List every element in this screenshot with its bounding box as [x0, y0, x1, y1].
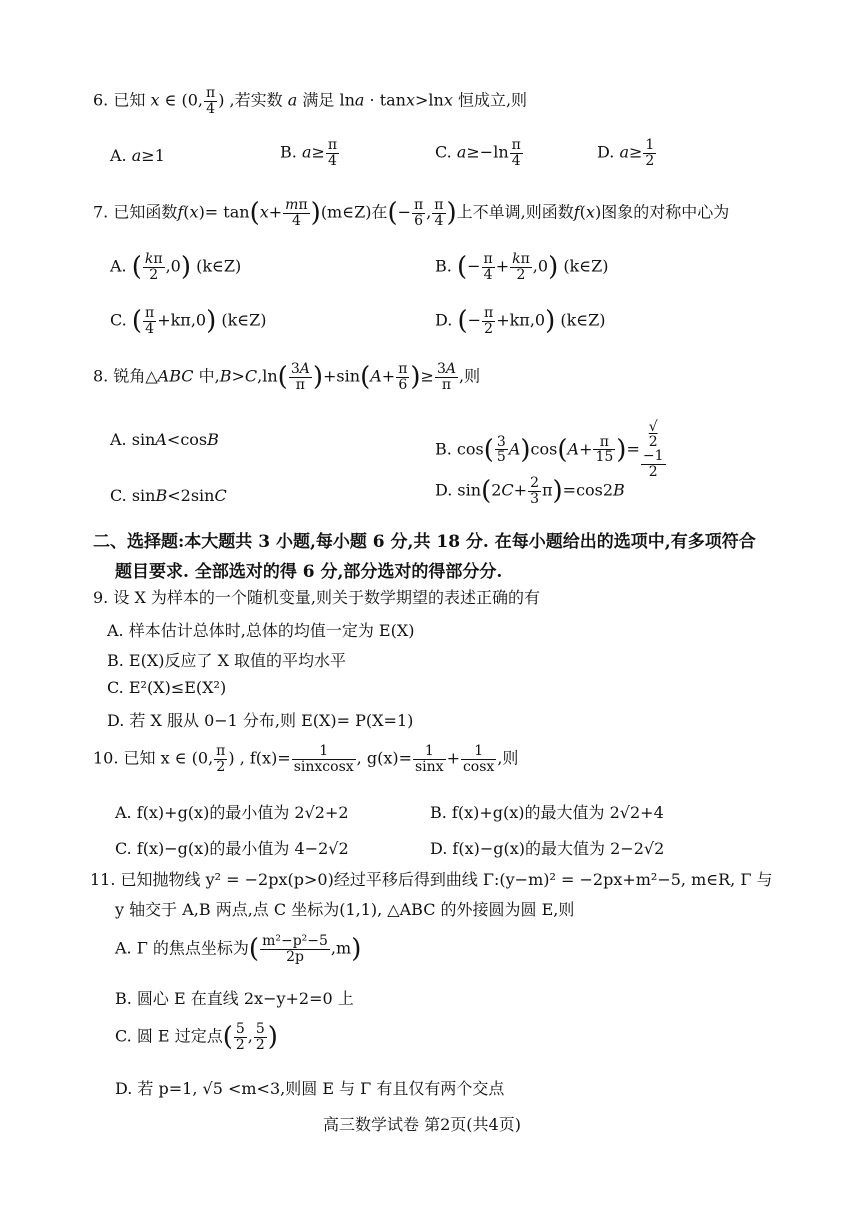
- q7-option-b: B. (− $\frac{\pi}{4}$ + $\frac{k\pi}{2}$ ,0) (k∈Z): [435, 251, 609, 283]
- q9-option-b: B. E(X)反应了 X 取值的平均水平: [107, 651, 347, 670]
- q9-option-d: D. 若 X 服从 0−1 分布,则 E(X)= P(X=1): [107, 711, 414, 730]
- q11-stem-line1: 11. 已知抛物线 y² = −2px(p>0)经过平移后得到曲线 Γ:(y−m)² = −2px+m²−5, m∈R, Γ 与: [90, 870, 773, 889]
- q8-option-a: A. sinA<cosB: [110, 430, 219, 449]
- page-footer: 高三数学试卷 第2页(共4页): [323, 1115, 521, 1134]
- q10-option-a: A. f(x)+g(x)的最小值为 2√2+2: [115, 803, 349, 822]
- q7-stem: 7. 已知函数f(x)= tan(x+ $\frac{m\pi}{4}$ )(m∈Z)在(− $\frac{\pi}{6}$ , $\frac{\pi}{4}$ )上不单调,则函数f(x)图象的对称中心为: [93, 197, 730, 229]
- q6-option-c: C. a≥−ln $\frac{\pi}{4}$: [435, 137, 521, 169]
- q8-option-b: B. cos( $\frac{3}{5}$ A)cos(A+ $\frac{\pi}{15}$ )= √ 2 −1 2: [435, 419, 664, 481]
- q9-option-a: A. 样本估计总体时,总体的均值一定为 E(X): [107, 621, 415, 640]
- q7-option-c: C. ( $\frac{\pi}{4}$ +kπ,0) (k∈Z): [110, 305, 267, 337]
- q6-stem: 6. 已知 x ∈ (0, $\frac{\pi}{4}$ ) ,若实数 a 满足 lna · tanx>lnx 恒成立,则: [93, 85, 528, 117]
- q6-option-b: B. a≥ $\frac{\pi}{4}$: [280, 137, 338, 169]
- q8-stem: 8. 锐角△ABC 中,B>C,ln( $\frac{3A}{\pi}$ )+sin(A+ $\frac{\pi}{6}$ )≥ $\frac{3A}{\pi}$ ,则: [93, 361, 481, 393]
- q9-stem: 9. 设 X 为样本的一个随机变量,则关于数学期望的表述正确的有: [93, 588, 541, 607]
- q11-option-d: D. 若 p=1, √5 <m<3,则圆 E 与 Γ 有且仅有两个交点: [115, 1079, 505, 1098]
- q8-option-c: C. sinB<2sinC: [110, 486, 227, 505]
- q10-option-b: B. f(x)+g(x)的最大值为 2√2+4: [430, 803, 664, 822]
- section-2-heading: 二、选择题:本大题共 3 小题,每小题 6 分,共 18 分. 在每小题给出的选项中,有多项符合: [93, 532, 756, 552]
- q11-option-a: A. Γ 的焦点坐标为( $\frac{\text{m²−p²−5}}{2p}$ ,m): [115, 933, 362, 965]
- q7-option-d: D. (− $\frac{\pi}{2}$ +kπ,0) (k∈Z): [435, 305, 606, 337]
- q10-option-c: C. f(x)−g(x)的最小值为 4−2√2: [115, 839, 349, 858]
- q7-option-a: A. ( $\frac{k\pi}{2}$ ,0) (k∈Z): [110, 251, 242, 283]
- q11-option-c: C. 圆 E 过定点( $\frac{5}{2}$ , $\frac{5}{2}$ ): [115, 1021, 278, 1053]
- q11-option-b: B. 圆心 E 在直线 2x−y+2=0 上: [115, 989, 354, 1008]
- q11-stem-line2: y 轴交于 A,B 两点,点 C 坐标为(1,1), △ABC 的外接圆为圆 E,则: [115, 900, 575, 919]
- section-2-heading-line2: 题目要求. 全部选对的得 6 分,部分选对的得部分分.: [115, 562, 503, 582]
- q9-option-c: C. E²(X)≤E(X²): [107, 678, 227, 697]
- q10-stem: 10. 已知 x ∈ (0, $\frac{\pi}{2}$ ) , f(x)= $\frac{1}{\text{sinxcosx}}$ , g(x)= $\frac{1}{\sin x}$ + $\frac{1}{\cos x}$ ,则: [93, 743, 519, 775]
- q6-option-a: A. a≥1: [110, 146, 165, 165]
- q10-option-d: D. f(x)−g(x)的最大值为 2−2√2: [430, 839, 665, 858]
- q6-option-d: D. a≥ $\frac{1}{2}$: [597, 137, 655, 169]
- q8-option-d: D. sin(2C+ $\frac{2}{3}$ π)=cos2B: [435, 475, 625, 507]
